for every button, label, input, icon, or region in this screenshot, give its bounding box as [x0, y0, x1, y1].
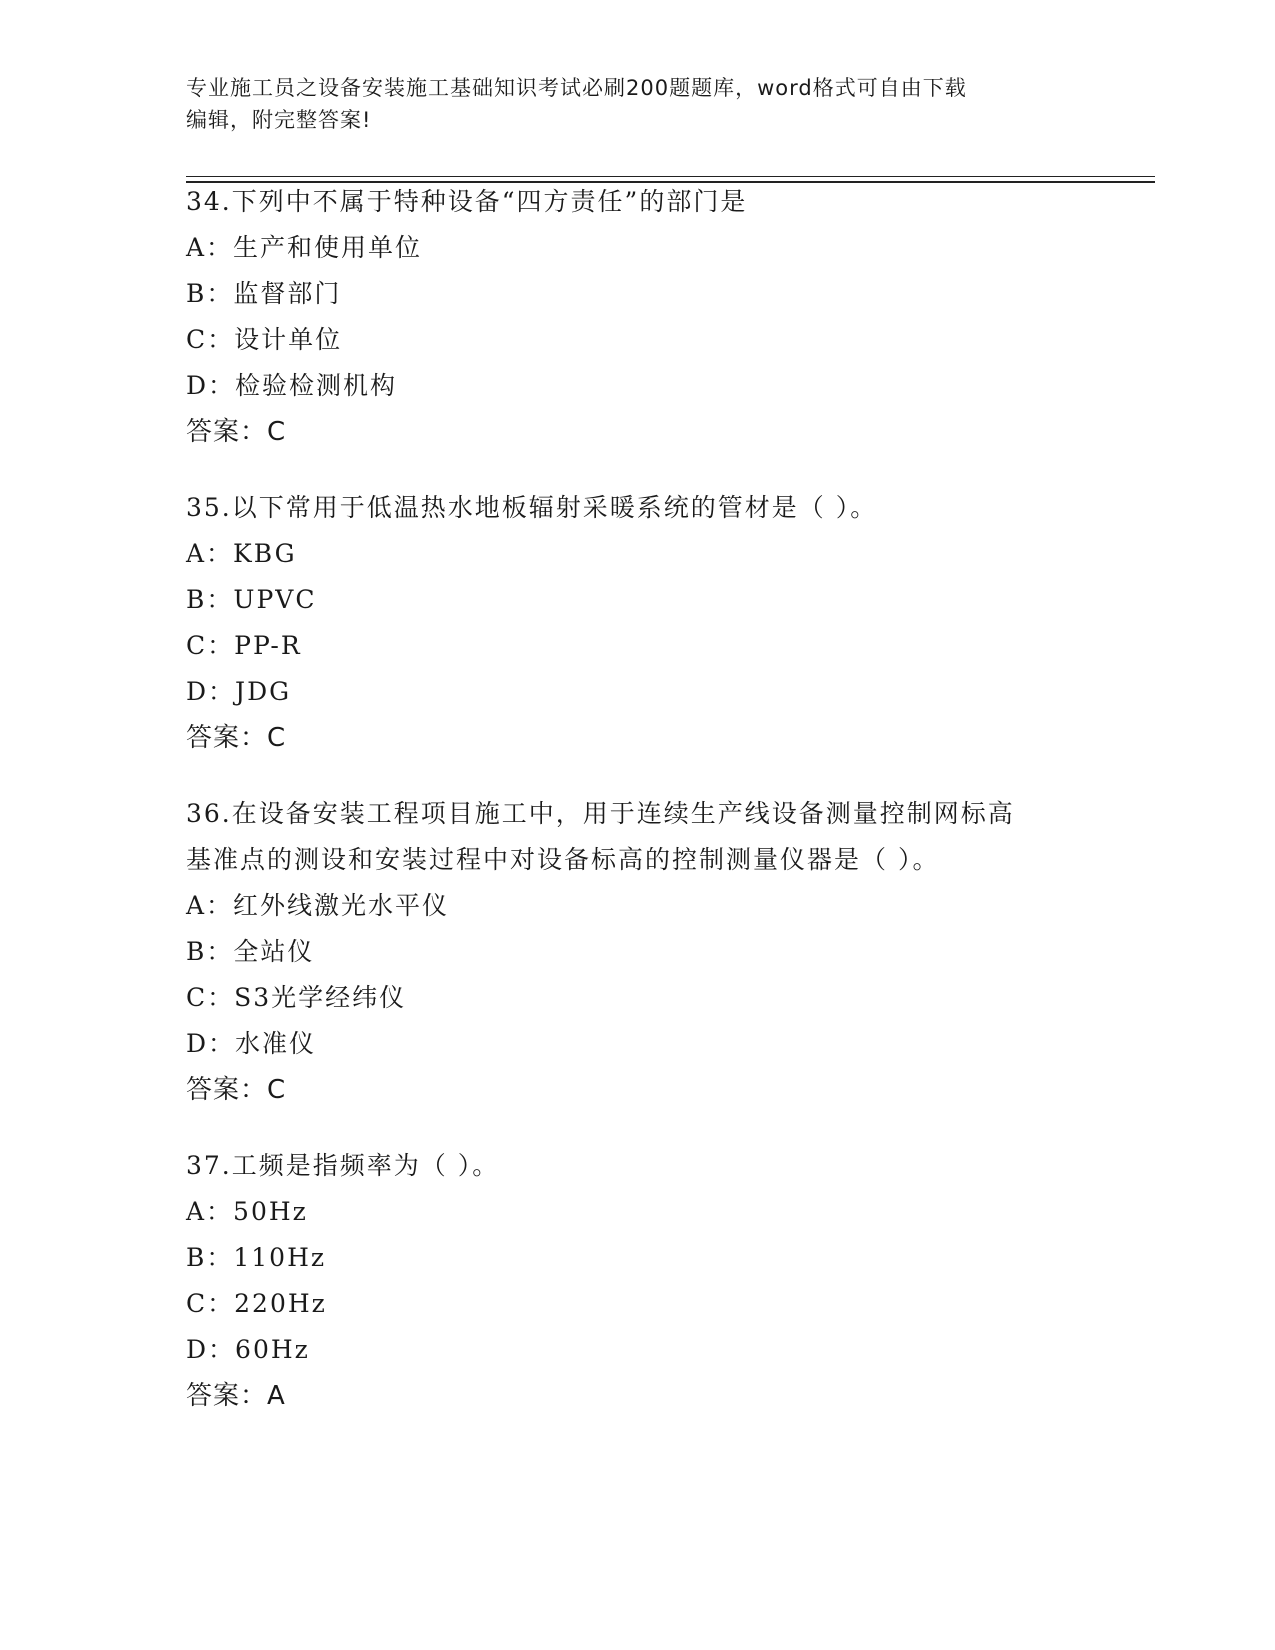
- answer-label: 答案：C: [186, 417, 287, 447]
- header-divider-thin: [186, 176, 1155, 177]
- option-b: B：110Hz: [186, 1243, 327, 1272]
- answer-label: 答案：C: [186, 723, 287, 753]
- question-34: [186, 179, 1106, 455]
- option-a: A：KBG: [186, 539, 297, 568]
- question-stem-line-2: 基准点的测设和安装过程中对设备标高的控制测量仪器是（ ）。: [186, 845, 940, 874]
- option-b: B：全站仪: [186, 937, 315, 966]
- option-c: C：PP-R: [186, 631, 302, 660]
- option-c: C：S3光学经纬仪: [186, 983, 407, 1012]
- question-stem: 35.以下常用于低温热水地板辐射采暖系统的管材是（ ）。: [186, 493, 878, 522]
- option-d: D：检验检测机构: [186, 371, 398, 400]
- question-36: [186, 791, 1106, 1113]
- option-d: D：60Hz: [186, 1335, 310, 1364]
- question-35: [186, 485, 1106, 761]
- document-header: [186, 72, 1086, 136]
- question-stem-line-1: 36.在设备安装工程项目施工中，用于连续生产线设备测量控制网标高: [186, 799, 1015, 828]
- option-d: D：JDG: [186, 677, 292, 706]
- option-a: A：50Hz: [186, 1197, 308, 1226]
- header-line-2: 编辑，附完整答案!: [186, 108, 372, 132]
- question-stem: 37.工频是指频率为（ ）。: [186, 1151, 500, 1180]
- option-d: D：水准仪: [186, 1029, 317, 1058]
- header-line-1: 专业施工员之设备安装施工基础知识考试必刷200题题库，word格式可自由下载: [186, 76, 967, 100]
- option-b: B：监督部门: [186, 279, 342, 308]
- option-c: C：220Hz: [186, 1289, 327, 1318]
- answer-label: 答案：A: [186, 1381, 286, 1411]
- question-stem: 34.下列中不属于特种设备“四方责任”的部门是: [186, 187, 748, 216]
- option-c: C：设计单位: [186, 325, 343, 354]
- option-b: B：UPVC: [186, 585, 317, 614]
- option-a: A：生产和使用单位: [186, 233, 423, 262]
- question-37: [186, 1143, 1106, 1419]
- answer-label: 答案：C: [186, 1075, 287, 1105]
- option-a: A：红外线激光水平仪: [186, 891, 450, 920]
